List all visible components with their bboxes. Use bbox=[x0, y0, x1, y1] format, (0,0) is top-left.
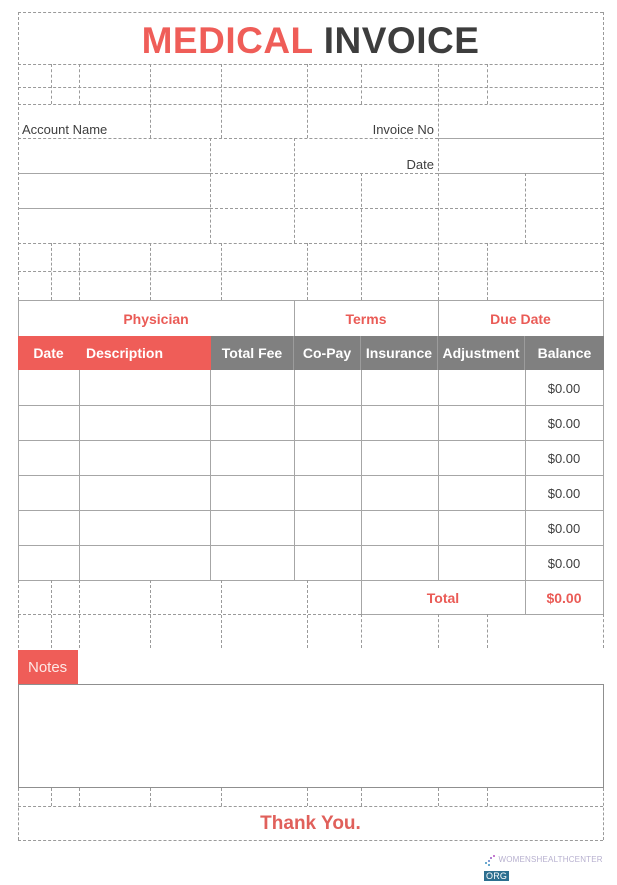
gridline bbox=[221, 788, 222, 806]
table-row[interactable] bbox=[18, 475, 604, 510]
table-row[interactable] bbox=[18, 370, 604, 405]
balance-cell: $0.00 bbox=[547, 381, 581, 396]
gridline bbox=[487, 243, 488, 300]
gridline bbox=[210, 138, 211, 243]
account-name-field[interactable] bbox=[18, 138, 210, 243]
gridline bbox=[150, 788, 151, 806]
column-header-adjustment: Adjustment bbox=[438, 336, 525, 370]
gridline bbox=[487, 614, 488, 648]
table-border bbox=[603, 300, 604, 336]
gridline bbox=[603, 788, 604, 840]
gridline bbox=[307, 64, 308, 138]
gridline bbox=[79, 243, 80, 300]
total-label: Total bbox=[426, 590, 460, 606]
gridline bbox=[361, 243, 362, 300]
column-header-insurance: Insurance bbox=[361, 336, 438, 370]
notes-textarea[interactable] bbox=[18, 684, 604, 788]
gridline bbox=[221, 64, 222, 138]
gridline bbox=[18, 840, 603, 841]
gridline bbox=[79, 64, 80, 104]
logo-text: WOMENSHEALTHCENTER bbox=[498, 855, 603, 864]
column-header-date: Date bbox=[18, 336, 79, 370]
column-header-description: Description bbox=[79, 336, 211, 370]
logo-org-badge: ORG bbox=[486, 871, 508, 881]
gridline bbox=[18, 12, 603, 13]
gridline bbox=[307, 788, 308, 806]
gridline bbox=[603, 12, 604, 300]
table-row[interactable] bbox=[18, 440, 604, 475]
total-value: $0.00 bbox=[546, 590, 582, 606]
account-name-label: Account Name bbox=[22, 122, 108, 137]
gridline bbox=[221, 243, 222, 300]
gridline bbox=[51, 64, 52, 104]
table-border bbox=[18, 580, 604, 581]
gridline bbox=[18, 64, 603, 65]
date-field[interactable] bbox=[438, 138, 603, 173]
thank-you-message: Thank You. bbox=[260, 813, 361, 834]
gridline bbox=[79, 788, 80, 806]
due-date-label: Due Date bbox=[490, 311, 551, 327]
notes-tab: Notes bbox=[18, 650, 78, 684]
invoice-no-label: Invoice No bbox=[372, 122, 434, 137]
gridline bbox=[51, 243, 52, 300]
gridline bbox=[210, 208, 603, 209]
balance-cell: $0.00 bbox=[547, 521, 581, 536]
table-border bbox=[361, 614, 604, 615]
title-medical: MEDICAL bbox=[141, 20, 313, 61]
table-row[interactable] bbox=[18, 510, 604, 545]
balance-cell: $0.00 bbox=[547, 451, 581, 466]
balance-cell: $0.00 bbox=[547, 416, 581, 431]
gridline bbox=[438, 788, 439, 806]
gridline bbox=[294, 138, 295, 243]
table-border bbox=[18, 300, 604, 301]
gridline bbox=[487, 788, 488, 806]
gridline bbox=[210, 173, 438, 174]
gridline bbox=[150, 243, 151, 300]
gridline bbox=[150, 64, 151, 138]
gridline bbox=[307, 243, 308, 300]
title-invoice: INVOICE bbox=[323, 20, 480, 61]
balance-cell: $0.00 bbox=[547, 556, 581, 571]
gridline bbox=[603, 614, 604, 648]
column-header-total-fee: Total Fee bbox=[211, 336, 294, 370]
table-row[interactable] bbox=[18, 405, 604, 440]
gridline bbox=[18, 271, 603, 272]
gridline bbox=[438, 614, 439, 648]
gridline bbox=[361, 64, 362, 104]
gridline bbox=[18, 614, 361, 615]
gridline bbox=[487, 64, 488, 104]
invoice-title bbox=[18, 12, 603, 64]
date-label: Date bbox=[406, 157, 434, 172]
balance-cell: $0.00 bbox=[547, 486, 581, 501]
invoice-no-field[interactable] bbox=[438, 104, 603, 138]
terms-label: Terms bbox=[345, 311, 387, 327]
column-header-co-pay: Co-Pay bbox=[294, 336, 361, 370]
gridline bbox=[438, 173, 603, 174]
site-logo bbox=[484, 852, 617, 881]
gridline bbox=[361, 614, 362, 648]
logo-dots-icon bbox=[484, 854, 496, 866]
gridline bbox=[18, 243, 603, 244]
gridline bbox=[361, 788, 362, 806]
physician-label: Physician bbox=[123, 311, 189, 327]
gridline bbox=[18, 87, 603, 88]
gridline bbox=[438, 64, 439, 300]
table-row[interactable] bbox=[18, 545, 604, 580]
gridline bbox=[51, 788, 52, 806]
column-header-balance: Balance bbox=[525, 336, 604, 370]
